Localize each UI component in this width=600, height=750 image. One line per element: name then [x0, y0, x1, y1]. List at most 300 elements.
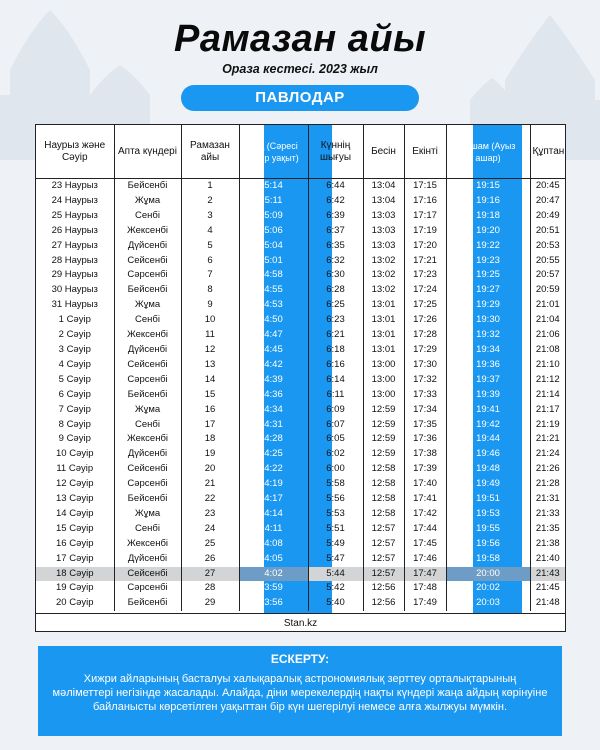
table-cell: Сейсенбі	[114, 254, 181, 269]
table-row	[36, 567, 565, 582]
page-title: Рамазан айы	[173, 18, 427, 60]
table-cell: 20:02	[446, 581, 530, 596]
table-row	[36, 492, 565, 507]
table-cell: 13:00	[363, 388, 404, 403]
table-cell: 17:23	[404, 268, 446, 283]
table-cell: 19:23	[446, 254, 530, 269]
table-cell: 13:01	[363, 328, 404, 343]
table-cell: 25 Наурыз	[36, 209, 114, 224]
table-row	[36, 313, 565, 328]
table-cell: 20:51	[535, 224, 560, 236]
table-cell: 6:07	[308, 418, 363, 433]
table-cell: 5	[181, 239, 239, 254]
table-cell: 6:00	[308, 462, 363, 477]
table-cell: 19	[181, 447, 239, 462]
table-cell: 19:37	[446, 373, 530, 388]
table-cell: 21:06	[535, 329, 560, 341]
table-cell: Дүйсенбі	[114, 239, 181, 254]
table-row	[36, 194, 565, 209]
table-cell: Жексенбі	[114, 537, 181, 552]
table-cell: 17:34	[404, 403, 446, 418]
table-cell: 17:47	[404, 567, 446, 582]
table-cell: 20 Сәуір	[36, 596, 114, 611]
table-cell: 19:20	[446, 224, 530, 239]
table-cell: 5:40	[308, 596, 363, 611]
table-cell: Сенбі	[114, 313, 181, 328]
table-cell: 4:05	[239, 552, 308, 567]
table-cell: 4:36	[239, 388, 308, 403]
table-cell: 20:03	[446, 596, 530, 611]
table-cell: 5:11	[239, 194, 308, 209]
table-cell: 21:48	[535, 597, 560, 609]
table-cell: 19:32	[446, 328, 530, 343]
table-cell: Жексенбі	[114, 432, 181, 447]
table-cell: 12:59	[363, 447, 404, 462]
table-cell: 6:21	[308, 328, 363, 343]
table-row	[36, 552, 565, 567]
table-cell: 17:32	[404, 373, 446, 388]
table-cell: Жұма	[114, 403, 181, 418]
table-row	[36, 507, 565, 522]
table-cell: 6	[181, 254, 239, 269]
table-cell: 28	[181, 581, 239, 596]
table-cell: 4:45	[239, 343, 308, 358]
table-cell: 19:22	[446, 239, 530, 254]
table-cell: 6:05	[308, 432, 363, 447]
table-cell: 1 Сәуір	[36, 313, 114, 328]
table-cell: Сәрсенбі	[114, 581, 181, 596]
table-cell: 19:51	[446, 492, 530, 507]
table-cell: 8	[181, 283, 239, 298]
table-cell: 17:19	[404, 224, 446, 239]
table-cell: 25	[181, 537, 239, 552]
city-badge: ПАВЛОДАР	[181, 85, 419, 111]
table-cell: 4:53	[239, 298, 308, 313]
note-text: Хижри айларының басталуы халықаралық астрономиялық зерттеу орталықтарының мәліметтері негізінде жасалады. Алайда, діни мерекелердің нақты күндері жаңа айдың көрінуіне байланысты көрсетілген уақыттан бір күн шегерілуі немесе алға жылжуы мүмкін.	[52, 673, 548, 713]
table-cell: 10 Сәуір	[36, 447, 114, 462]
table-cell: 4	[181, 224, 239, 239]
table-cell: 20:47	[535, 194, 560, 206]
table-cell: 19:55	[446, 522, 530, 537]
table-cell: 6:16	[308, 358, 363, 373]
table-cell: Жексенбі	[114, 328, 181, 343]
table-cell: 12:56	[363, 596, 404, 611]
table-cell: Сейсенбі	[114, 567, 181, 582]
table-cell: 11	[181, 328, 239, 343]
table-cell: Сәрсенбі	[114, 477, 181, 492]
table-cell: 19:56	[446, 537, 530, 552]
table-cell: 21:33	[535, 507, 560, 519]
table-cell: 29 Наурыз	[36, 268, 114, 283]
table-cell: 30 Наурыз	[36, 283, 114, 298]
table-cell: 18	[181, 432, 239, 447]
table-cell: 19:46	[446, 447, 530, 462]
column-header-ramadan-day: Рамазан айы	[181, 125, 239, 179]
note-box	[38, 646, 562, 736]
table-cell: Бейсенбі	[114, 388, 181, 403]
table-cell: 19:25	[446, 268, 530, 283]
table-cell: 26	[181, 552, 239, 567]
table-cell: 21	[181, 477, 239, 492]
table-cell: 4:34	[239, 403, 308, 418]
table-cell: 24	[181, 522, 239, 537]
table-cell: 19:42	[446, 418, 530, 433]
table-cell: 12:58	[363, 477, 404, 492]
table-cell: Сейсенбі	[114, 358, 181, 373]
table-cell: 15 Сәуір	[36, 522, 114, 537]
table-cell: 6:39	[308, 209, 363, 224]
table-cell: 5:14	[239, 179, 308, 194]
table-cell: 17:42	[404, 507, 446, 522]
column-header-date: Наурыз және Сәуір	[36, 125, 114, 179]
table-cell: 21:26	[535, 463, 560, 475]
source-label: Stan.kz	[36, 613, 565, 633]
table-cell: 17:25	[404, 298, 446, 313]
table-cell: 20:57	[535, 269, 560, 281]
table-cell: 21:04	[535, 314, 560, 326]
table-cell: 5:51	[308, 522, 363, 537]
table-cell: 9	[181, 298, 239, 313]
table-cell: 27 Наурыз	[36, 239, 114, 254]
table-cell: 21:31	[535, 493, 560, 505]
table-cell: Бейсенбі	[114, 283, 181, 298]
table-cell: 13	[181, 358, 239, 373]
table-cell: 19 Сәуір	[36, 581, 114, 596]
table-cell: 19:16	[446, 194, 530, 209]
table-cell: Сейсенбі	[114, 462, 181, 477]
table-cell: 13:03	[363, 224, 404, 239]
column-header-sunrise: Күннің шығуы	[308, 125, 363, 179]
table-cell: 17:20	[404, 239, 446, 254]
table-cell: 22	[181, 492, 239, 507]
table-cell: 6:32	[308, 254, 363, 269]
table-cell: 18 Сәуір	[36, 567, 114, 582]
table-cell: 20:53	[535, 239, 560, 251]
table-cell: 21:21	[535, 433, 560, 445]
table-row	[36, 418, 565, 433]
table-cell: 15	[181, 388, 239, 403]
table-cell: 12:57	[363, 537, 404, 552]
table-cell: 19:34	[446, 343, 530, 358]
table-cell: 4:14	[239, 507, 308, 522]
table-cell: 17:35	[404, 418, 446, 433]
table-cell: 17:33	[404, 388, 446, 403]
table-cell: 5:58	[308, 477, 363, 492]
table-cell: 17:39	[404, 462, 446, 477]
table-cell: 12:59	[363, 432, 404, 447]
table-cell: 17:41	[404, 492, 446, 507]
table-cell: 19:39	[446, 388, 530, 403]
table-cell: 7	[181, 268, 239, 283]
table-cell: 21:08	[535, 343, 560, 355]
table-cell: 4:02	[239, 567, 308, 582]
table-cell: 5:53	[308, 507, 363, 522]
table-cell: 6:25	[308, 298, 363, 313]
table-cell: 6:35	[308, 239, 363, 254]
table-cell: 12:56	[363, 581, 404, 596]
table-cell: 6:23	[308, 313, 363, 328]
table-cell: 12	[181, 343, 239, 358]
table-cell: 4:11	[239, 522, 308, 537]
table-cell: 17	[181, 418, 239, 433]
table-cell: Бейсенбі	[114, 492, 181, 507]
table-cell: 19:44	[446, 432, 530, 447]
table-cell: Дүйсенбі	[114, 343, 181, 358]
table-cell: 4:58	[239, 268, 308, 283]
table-cell: 23 Наурыз	[36, 179, 114, 194]
table-cell: 12:57	[363, 567, 404, 582]
table-cell: 6:09	[308, 403, 363, 418]
table-cell: 17:26	[404, 313, 446, 328]
table-cell: 4:08	[239, 537, 308, 552]
table-cell: 3:59	[239, 581, 308, 596]
table-cell: 13:03	[363, 239, 404, 254]
table-cell: Сенбі	[114, 418, 181, 433]
table-cell: 9 Сәуір	[36, 432, 114, 447]
table-cell: Дүйсенбі	[114, 447, 181, 462]
table-cell: 4:25	[239, 447, 308, 462]
column-header-noon: Бесін	[363, 125, 404, 179]
table-row	[36, 432, 565, 447]
table-cell: 12:57	[363, 522, 404, 537]
table-cell: 17:44	[404, 522, 446, 537]
table-cell: 4 Сәуір	[36, 358, 114, 373]
table-cell: 3 Сәуір	[36, 343, 114, 358]
table-cell: 13:00	[363, 358, 404, 373]
table-cell: 13:00	[363, 373, 404, 388]
table-cell: 21:40	[535, 552, 560, 564]
table-cell: 17:15	[404, 179, 446, 194]
table-cell: 21:14	[535, 388, 560, 400]
table-cell: 3:56	[239, 596, 308, 611]
table-cell: 20:45	[535, 180, 560, 191]
table-cell: 16	[181, 403, 239, 418]
table-cell: 17:46	[404, 552, 446, 567]
table-row	[36, 239, 565, 254]
schedule-table	[36, 125, 565, 611]
table-cell: 5:01	[239, 254, 308, 269]
table-cell: 6:11	[308, 388, 363, 403]
table-cell: Жұма	[114, 194, 181, 209]
table-cell: 4:42	[239, 358, 308, 373]
table-cell: 27	[181, 567, 239, 582]
table-cell: 13:01	[363, 343, 404, 358]
table-cell: 5:44	[308, 567, 363, 582]
table-row	[36, 373, 565, 388]
table-row	[36, 298, 565, 313]
timetable	[35, 124, 566, 632]
table-row	[36, 462, 565, 477]
table-cell: 13:02	[363, 268, 404, 283]
table-cell: 12:58	[363, 492, 404, 507]
table-cell: 17:49	[404, 596, 446, 611]
table-cell: 20:49	[535, 209, 560, 221]
table-row	[36, 328, 565, 343]
table-cell: 17:17	[404, 209, 446, 224]
table-cell: 2 Сәуір	[36, 328, 114, 343]
table-cell: 13:01	[363, 298, 404, 313]
table-cell: 17:29	[404, 343, 446, 358]
table-cell: 5:49	[308, 537, 363, 552]
table-cell: 19:48	[446, 462, 530, 477]
table-cell: 6 Сәуір	[36, 388, 114, 403]
table-row	[36, 403, 565, 418]
table-cell: 5:09	[239, 209, 308, 224]
table-cell: 7 Сәуір	[36, 403, 114, 418]
table-cell: 3	[181, 209, 239, 224]
table-cell: 17:38	[404, 447, 446, 462]
table-cell: Дүйсенбі	[114, 552, 181, 567]
table-cell: 20:59	[535, 284, 560, 296]
table-cell: 21:01	[535, 299, 560, 311]
table-cell: 23	[181, 507, 239, 522]
table-cell: 6:14	[308, 373, 363, 388]
note-title: ЕСКЕРТУ:	[270, 652, 330, 666]
table-cell: 5:56	[308, 492, 363, 507]
table-cell: 4:39	[239, 373, 308, 388]
table-cell: Сенбі	[114, 522, 181, 537]
column-header-iftar: Ақшам (Ауыз ашар)	[446, 125, 530, 179]
table-cell: 21:28	[535, 478, 560, 490]
table-cell: 21:35	[535, 522, 560, 534]
table-cell: 6:30	[308, 268, 363, 283]
table-row	[36, 522, 565, 537]
table-cell: 13:03	[363, 209, 404, 224]
table-cell: 6:18	[308, 343, 363, 358]
table-cell: 12 Сәуір	[36, 477, 114, 492]
table-cell: 11 Сәуір	[36, 462, 114, 477]
table-cell: 8 Сәуір	[36, 418, 114, 433]
table-row	[36, 283, 565, 298]
table-cell: 17:24	[404, 283, 446, 298]
table-row	[36, 358, 565, 373]
table-cell: 4:19	[239, 477, 308, 492]
table-cell: 20:00	[446, 567, 530, 582]
table-cell: 5:04	[239, 239, 308, 254]
table-cell: 21:24	[535, 448, 560, 460]
table-cell: 12:57	[363, 552, 404, 567]
table-cell: 6:42	[308, 194, 363, 209]
page-subtitle: Ораза кестесі. 2023 жыл	[222, 62, 378, 76]
table-cell: 26 Наурыз	[36, 224, 114, 239]
table-cell: 17:48	[404, 581, 446, 596]
table-cell: 19:36	[446, 358, 530, 373]
table-cell: 21:10	[535, 358, 560, 370]
table-row	[36, 596, 565, 611]
table-cell: 4:28	[239, 432, 308, 447]
table-cell: 5:06	[239, 224, 308, 239]
table-cell: Сенбі	[114, 209, 181, 224]
table-cell: 13:02	[363, 254, 404, 269]
table-cell: 6:02	[308, 447, 363, 462]
table-cell: 1	[181, 179, 239, 194]
table-cell: Сәрсенбі	[114, 268, 181, 283]
table-cell: 4:31	[239, 418, 308, 433]
table-cell: 13:04	[363, 179, 404, 194]
table-cell: 17:40	[404, 477, 446, 492]
table-cell: 4:17	[239, 492, 308, 507]
table-cell: 31 Наурыз	[36, 298, 114, 313]
table-row	[36, 581, 565, 596]
table-cell: 12:59	[363, 403, 404, 418]
table-cell: 21:43	[530, 567, 565, 582]
table-cell: 6:28	[308, 283, 363, 298]
column-header-weekday: Апта күндері	[114, 125, 181, 179]
table-cell: 20	[181, 462, 239, 477]
table-cell: 17:28	[404, 328, 446, 343]
table-cell: 19:18	[446, 209, 530, 224]
table-cell: 10	[181, 313, 239, 328]
table-cell: Бейсенбі	[114, 596, 181, 611]
table-row	[36, 209, 565, 224]
table-cell: 5:47	[308, 552, 363, 567]
table-cell: 13:02	[363, 283, 404, 298]
table-cell: 19:49	[446, 477, 530, 492]
table-cell: Жұма	[114, 507, 181, 522]
table-cell: 21:19	[535, 418, 560, 430]
table-cell: 4:50	[239, 313, 308, 328]
table-cell: 19:15	[446, 179, 530, 194]
table-cell: 21:17	[535, 403, 560, 415]
table-cell: 4:22	[239, 462, 308, 477]
table-row	[36, 477, 565, 492]
table-cell: 19:58	[446, 552, 530, 567]
table-cell: 13 Сәуір	[36, 492, 114, 507]
table-cell: 6:44	[308, 179, 363, 194]
column-header-dawn: Таң (Сәресі бітер уақыт)	[239, 125, 308, 179]
table-cell: 28 Наурыз	[36, 254, 114, 269]
table-cell: 16 Сәуір	[36, 537, 114, 552]
table-cell: 2	[181, 194, 239, 209]
table-row	[36, 224, 565, 239]
table-cell: Жұма	[114, 298, 181, 313]
table-cell: 17:36	[404, 432, 446, 447]
table-row	[36, 254, 565, 269]
table-cell: 19:27	[446, 283, 530, 298]
table-cell: 13:01	[363, 313, 404, 328]
table-row	[36, 388, 565, 403]
table-cell: 17:45	[404, 537, 446, 552]
column-header-night: Құптан	[530, 125, 565, 179]
table-cell: Сәрсенбі	[114, 373, 181, 388]
table-cell: 5:42	[308, 581, 363, 596]
table-cell: 17:30	[404, 358, 446, 373]
table-cell: 17:16	[404, 194, 446, 209]
table-cell: 12:58	[363, 462, 404, 477]
table-cell: 29	[181, 596, 239, 611]
table-cell: 21:38	[535, 537, 560, 549]
table-cell: Бейсенбі	[114, 179, 181, 194]
table-cell: 14	[181, 373, 239, 388]
table-cell: 5 Сәуір	[36, 373, 114, 388]
table-cell: 20:55	[535, 254, 560, 266]
table-cell: Жексенбі	[114, 224, 181, 239]
table-cell: 21:45	[535, 582, 560, 594]
table-cell: 17:21	[404, 254, 446, 269]
table-cell: 21:12	[535, 373, 560, 385]
table-cell: 24 Наурыз	[36, 194, 114, 209]
table-cell: 14 Сәуір	[36, 507, 114, 522]
table-header-row	[36, 125, 565, 179]
table-row	[36, 447, 565, 462]
table-cell: 4:47	[239, 328, 308, 343]
table-cell: 19:30	[446, 313, 530, 328]
table-cell: 13:04	[363, 194, 404, 209]
table-row	[36, 268, 565, 283]
table-row	[36, 179, 565, 194]
table-cell: 6:37	[308, 224, 363, 239]
table-cell: 19:29	[446, 298, 530, 313]
